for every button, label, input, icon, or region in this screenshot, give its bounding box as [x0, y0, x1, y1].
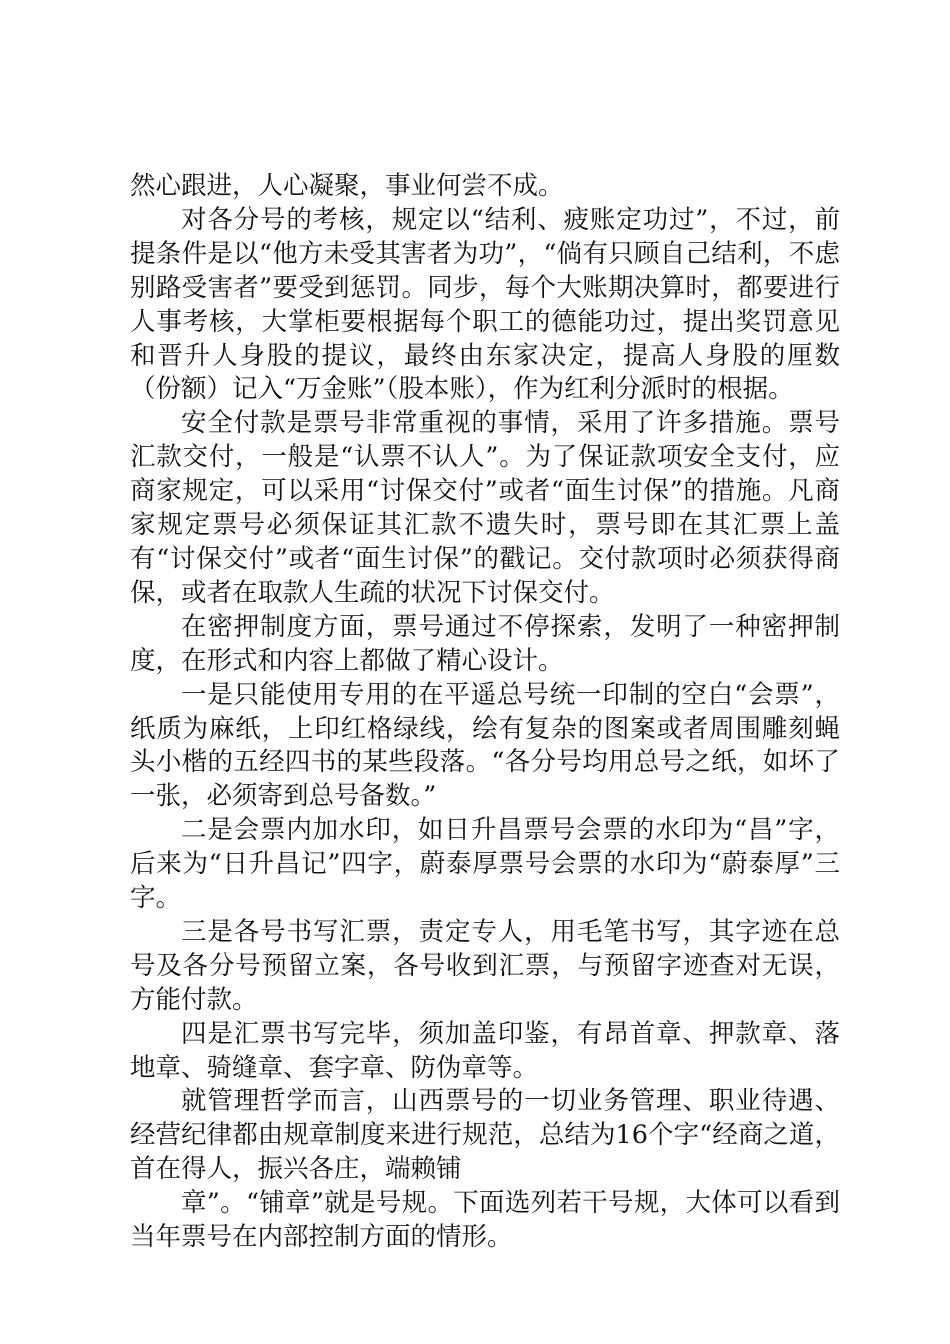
paragraph-4: 在密押制度方面，票号通过不停探索，发明了一种密押制度，在形式和内容上都做了精心设计。 — [130, 611, 840, 676]
paragraph-6: 二是会票内加水印，如日升昌票号会票的水印为“昌”字，后来为“日升昌记”四字，蔚泰厚票号会票的水印为“蔚泰厚”三字。 — [130, 815, 840, 914]
paragraph-10: 章”。“铺章”就是号规。下面选列若干号规，大体可以看到当年票号在内部控制方面的情形。 — [130, 1188, 840, 1253]
paragraph-1: 然心跟进，人心凝聚，事业何尝不成。 — [130, 171, 564, 201]
paragraph-8: 四是汇票书写完毕，须加盖印鉴，有昂首章、押款章、落地章、骑缝章、套字章、防伪章等。 — [130, 1018, 840, 1083]
paragraph-9: 就管理哲学而言，山西票号的一切业务管理、职业待遇、经营纪律都由规章制度来进行规范，总结为16个字“经商之道，首在得人，振兴各庄，端赖铺 — [130, 1086, 840, 1185]
document-body — [130, 170, 840, 1255]
paragraph-7: 三是各号书写汇票，责定专人，用毛笔书写，其字迹在总号及各分号预留立案，各号收到汇票，与预留字迹查对无误，方能付款。 — [130, 916, 840, 1015]
paragraph-3: 安全付款是票号非常重视的事情，采用了许多措施。票号汇款交付，一般是“认票不认人”。为了保证款项安全支付，应商家规定，可以采用“讨保交付”或者“面生讨保”的措施。凡商家规定票号必须保证其汇款不遗失时，票号即在其汇票上盖有“讨保交付”或者“面生讨保”的戳记。交付款项时必须获得商保，或者在取款人生疏的状况下讨保交付。 — [130, 408, 840, 608]
paragraph-2: 对各分号的考核，规定以“结利、疲账定功过”，不过，前提条件是以“他方未受其害者为功”，“倘有只顾自己结利，不虑别路受害者”要受到惩罚。同步，每个大账期决算时，都要进行人事考核，大掌柜要根据每个职工的德能功过，提出奖罚意见和晋升人身股的提议，最终由东家决定，提高人身股的厘数（份额）记入“万金账”（股本账），作为红利分派时的根据。 — [130, 204, 840, 405]
paragraph-5: 一是只能使用专用的在平遥总号统一印制的空白“会票”，纸质为麻纸，上印红格绿线，绘有复杂的图案或者周围雕刻蝇头小楷的五经四书的某些段落。“各分号均用总号之纸，如坏了一张，必须寄到总号备数。” — [130, 679, 840, 812]
